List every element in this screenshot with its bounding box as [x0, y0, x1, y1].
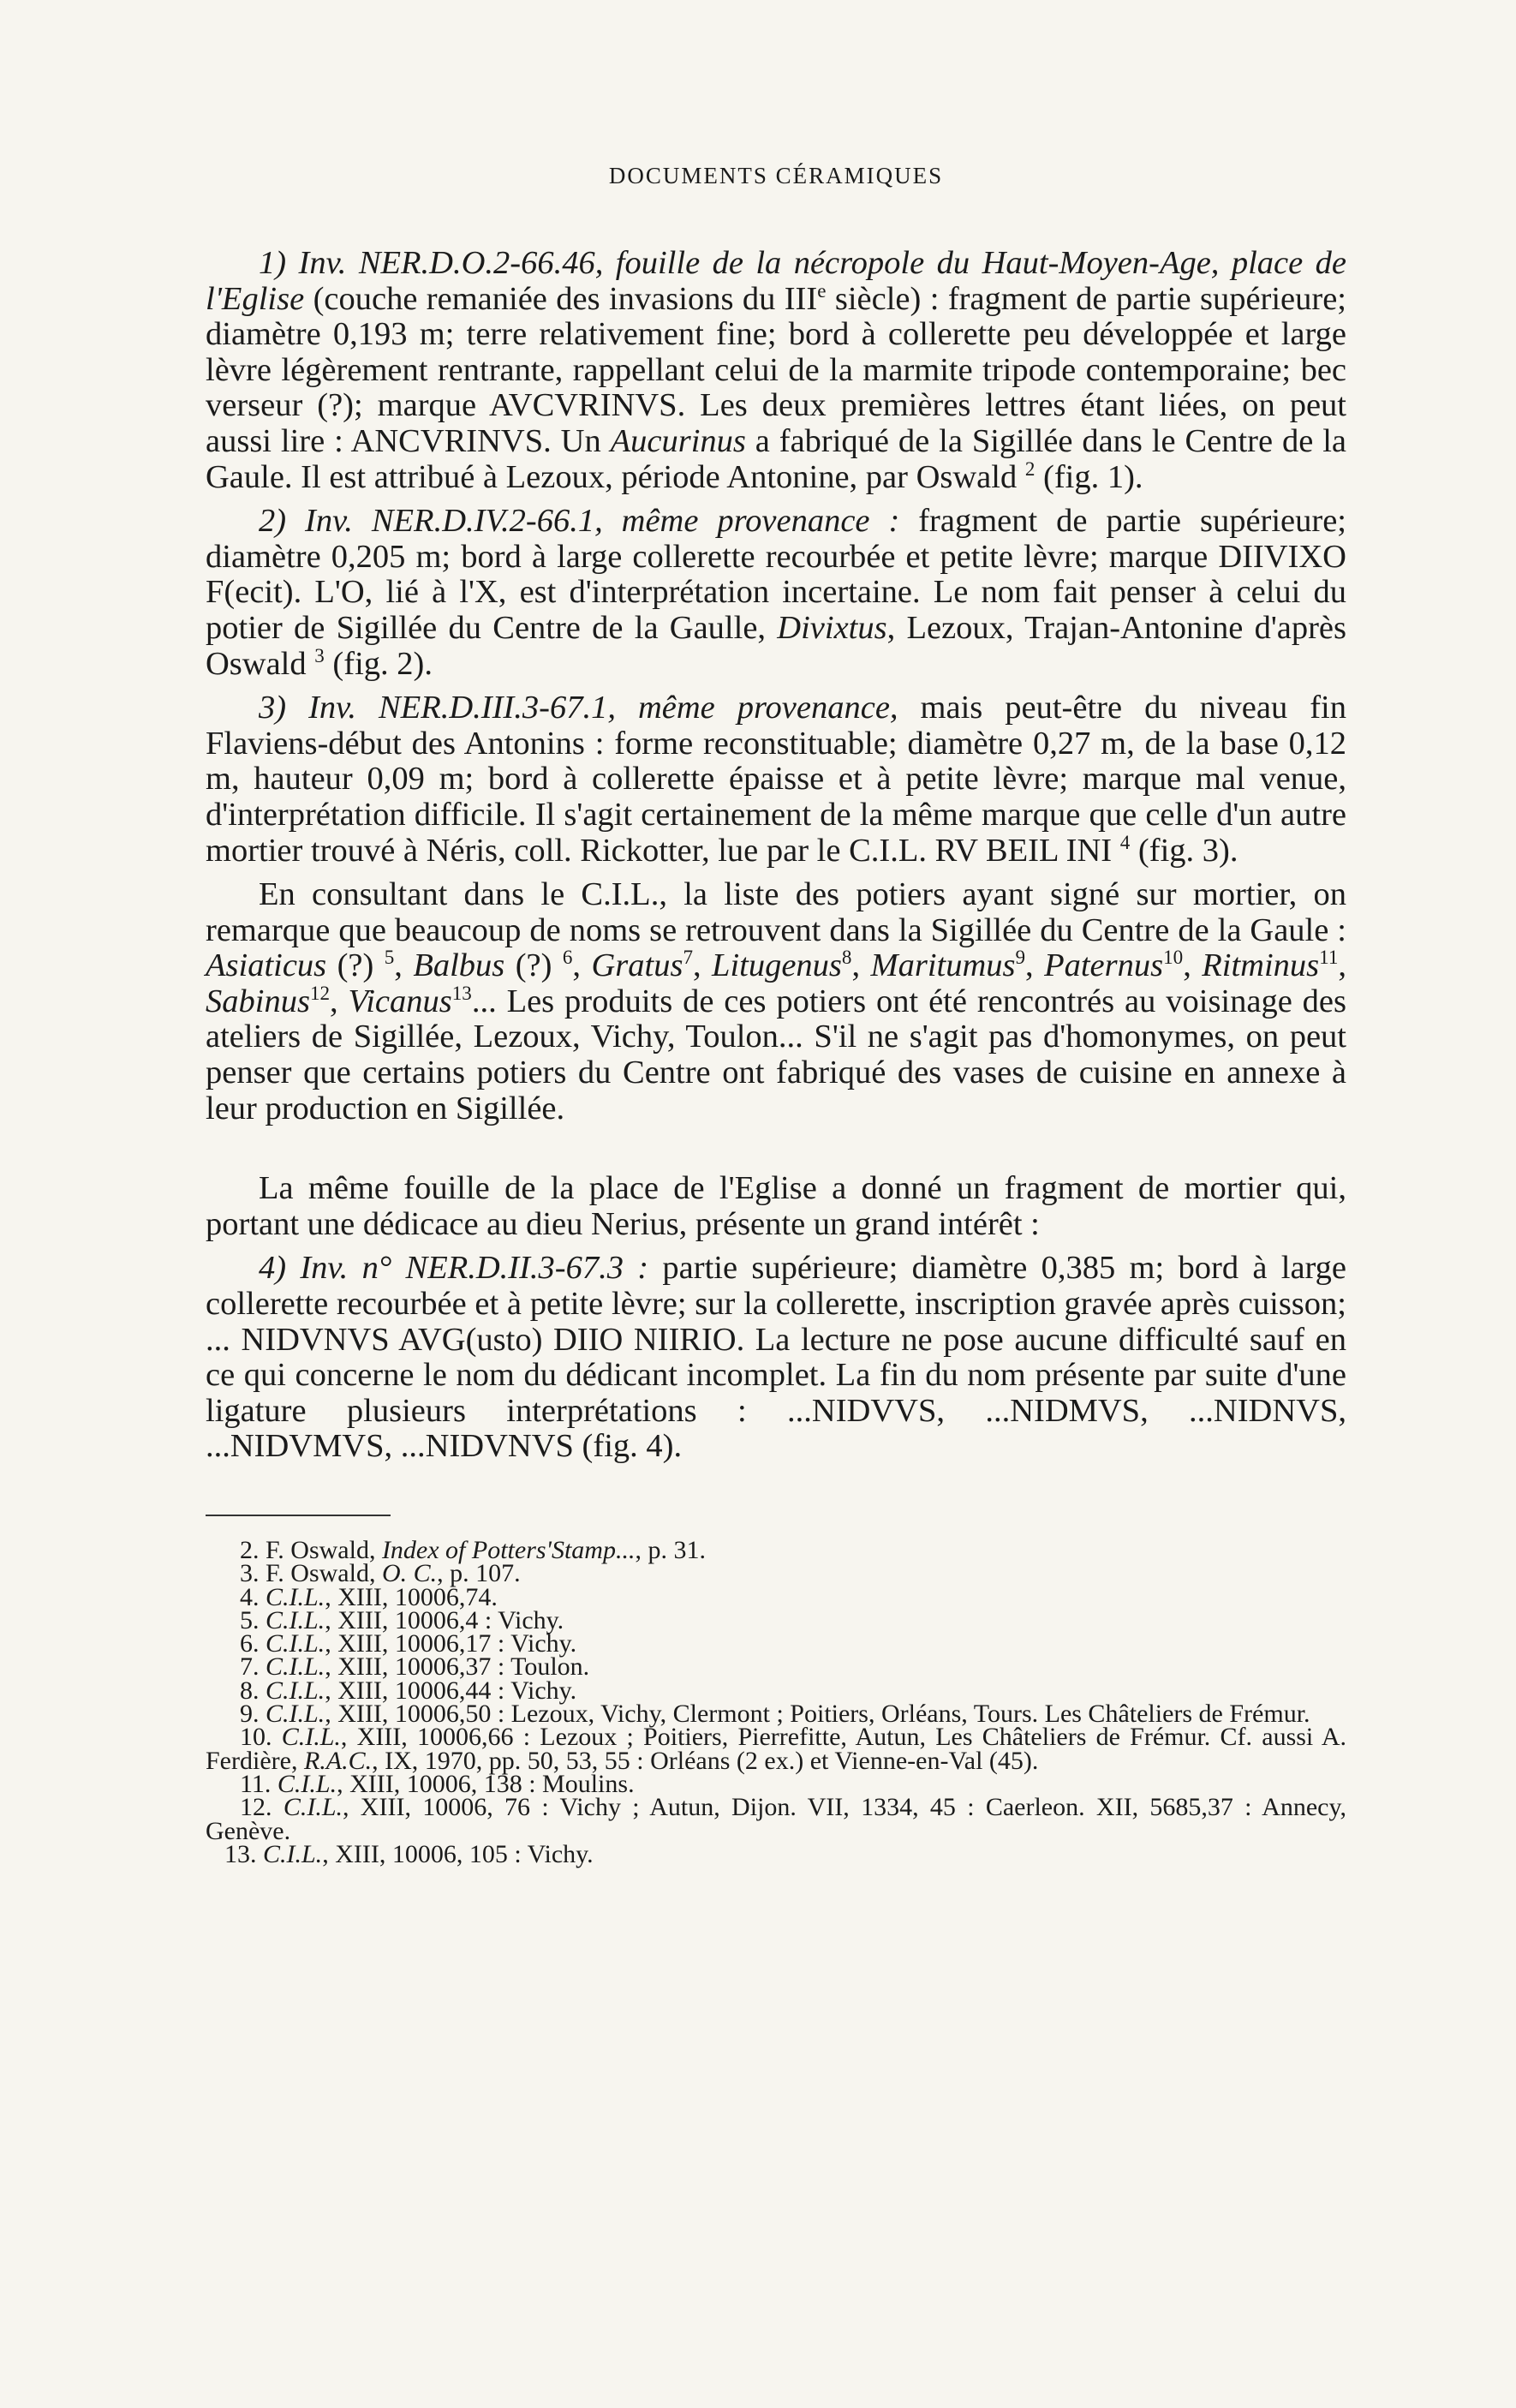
- entry-3: 3) Inv. NER.D.III.3-67.1, même provenance, mais peut-être du niveau fin Flaviens-début des Antonins : forme reconstituable; diamètre 0,27 m, de la base 0,12 m, hauteur 0,09 m; bord à collerette épaisse et à petite lèvre; marque mal venue, d'interprétation difficile. Il s'agit certainement de la même marque que celle d'un autre mortier trouvé à Néris, coll. Rickotter, lue par le C.I.L. RV BEIL INI $^4$ (fig. 3).: [206, 690, 1346, 869]
- footnote-ref[interactable]: 10: [1163, 946, 1184, 969]
- footnote-separator: [206, 1515, 391, 1516]
- entry-label: 4) Inv. n° NER.D.II.3-67.3 :: [259, 1250, 649, 1287]
- footnote-ref[interactable]: 3: [314, 643, 325, 666]
- paragraph-potiers: En consultant dans le C.I.L., la liste des potiers ayant signé sur mortier, on remarque que beaucoup de noms se retrouvent dans la Sigillée du Centre de la Gaule : Asiaticus (?) $^5$, Balbus (?) $^6$, Gratus$^7$, Litugenus$^8$, Maritumus$^9$, Paternus$^{10}$, Ritminus$^{11}$, Sabinus$^{12}$, Vicanus$^{13}$... Les produits de ces potiers ont été rencontrés au voisinage des ateliers de Sigillée, Lezoux, Vichy, Toulon... S'il ne s'agit pas d'homonymes, on peut penser que certains potiers du Centre ont fabriqué des vases de cuisine en annexe à leur production en Sigillée.: [206, 876, 1347, 1126]
- footnote-4: 4. C.I.L., XIII, 10006,74.: [240, 1582, 498, 1611]
- footnote-ref[interactable]: 5: [384, 946, 395, 969]
- paragraph-fouille: La même fouille de la place de l'Eglise a donné un fragment de mortier qui, portant une dédicace au dieu Nerius, présente un grand intérêt :: [206, 1170, 1346, 1242]
- footnote-10: 10. C.I.L., XIII, 10006,66 : Lezoux ; Poitiers, Pierrefitte, Autun, Les Châteliers de Frémur. Cf. aussi A. Ferdière, R.A.C., IX, 1970, pp. 50, 53, 55 : Orléans (2 ex.) et Vienne-en-Val (45).: [206, 1723, 1346, 1775]
- footnote-ref[interactable]: 11: [1319, 946, 1339, 969]
- footnote-8: 8. C.I.L., XIII, 10006,44 : Vichy.: [240, 1676, 577, 1705]
- entry-1: 1) Inv. NER.D.O.2-66.46, fouille de la nécropole du Haut-Moyen-Age, place de l'Eglise (couche remaniée des invasions du IIIe siècle) : fragment de partie supérieure; diamètre 0,193 m; terre relativement fine; bord à collerette peu développée et large lèvre légèrement rentrante, rappellant celui de la marmite tripode contemporaine; bec verseur (?); marque AVCVRINVS. Les deux premières lettres étant liées, on peut aussi lire : ANCVRINVS. Un Aucurinus a fabriqué de la Sigillée dans le Centre de la Gaule. Il est attribué à Lezoux, période Antonine, par Oswald $^2$ (fig. 1).: [206, 245, 1346, 495]
- footnote-9: 9. C.I.L., XIII, 10006,50 : Lezoux, Vichy, Clermont ; Poitiers, Orléans, Tours. Les Châteliers de Frémur.: [240, 1700, 1310, 1729]
- footnote-6: 6. C.I.L., XIII, 10006,17 : Vichy.: [240, 1629, 577, 1658]
- entry-4: 4) Inv. n° NER.D.II.3-67.3 : partie supérieure; diamètre 0,385 m; bord à large collerette recourbée et à petite lèvre; sur la collerette, inscription gravée après cuisson; ... NIDVNVS AVG(usto) DIIO NIIRIO. La lecture ne pose aucune difficulté sauf en ce qui concerne le nom du dédicant incomplet. La fin du nom présente par suite d'une ligature plusieurs interprétations : ...NIDVVS, ...NIDMVS, ...NIDNVS, ...NIDVMVS, ...NIDVNVS (fig. 4).: [206, 1250, 1346, 1465]
- footnotes: [206, 1536, 1346, 1868]
- footnote-ref[interactable]: 7: [683, 946, 693, 969]
- footnote-13: 13. C.I.L., XIII, 10006, 105 : Vichy.: [224, 1839, 594, 1868]
- footnote-5: 5. C.I.L., XIII, 10006,4 : Vichy.: [240, 1605, 564, 1634]
- footnote-ref[interactable]: 4: [1119, 830, 1131, 853]
- footnote-12: 12. C.I.L., XIII, 10006, 76 : Vichy ; Autun, Dijon. VII, 1334, 45 : Caerleon. XII, 5685,37 : Annecy, Genève.: [206, 1793, 1346, 1845]
- entry-2: 2) Inv. NER.D.IV.2-66.1, même provenance : fragment de partie supérieure; diamètre 0,205 m; bord à large collerette recourbée et petite lèvre; marque DIIVIXO F(ecit). L'O, lié à l'X, est d'interprétation incertaine. Le nom fait penser à celui du potier de Sigillée du Centre de la Gaulle, Divixtus, Lezoux, Trajan-Antonine d'après Oswald $^3$ (fig. 2).: [206, 503, 1346, 682]
- main-text: [206, 246, 1346, 1465]
- footnote-3: 3. F. Oswald, O. C., p. 107.: [240, 1559, 521, 1588]
- footnote-2: 2. F. Oswald, Index of Potters'Stamp..., p. 31.: [240, 1536, 706, 1564]
- footnote-11: 11. C.I.L., XIII, 10006, 138 : Moulins.: [240, 1769, 635, 1798]
- page: [206, 154, 1346, 1866]
- running-head: DOCUMENTS CÉRAMIQUES: [608, 163, 944, 188]
- footnote-7: 7. C.I.L., XIII, 10006,37 : Toulon.: [240, 1652, 590, 1682]
- entry-label: 3) Inv. NER.D.III.3-67.1, même provenance,: [259, 690, 898, 726]
- footnote-ref[interactable]: 9: [1015, 946, 1026, 969]
- footnote-ref[interactable]: 13: [451, 982, 472, 1005]
- footnote-ref[interactable]: 8: [841, 946, 852, 969]
- footnote-ref[interactable]: 2: [1024, 457, 1036, 480]
- entry-label: 2) Inv. NER.D.IV.2-66.1, même provenance :: [259, 503, 900, 540]
- entry-label: 1) Inv. NER.D.O.2-66.46, fouille de la nécropole du Haut-Moyen-Age, place de l'Eglise: [206, 245, 1346, 317]
- footnote-ref[interactable]: 12: [309, 982, 331, 1005]
- footnote-ref[interactable]: 6: [562, 946, 573, 969]
